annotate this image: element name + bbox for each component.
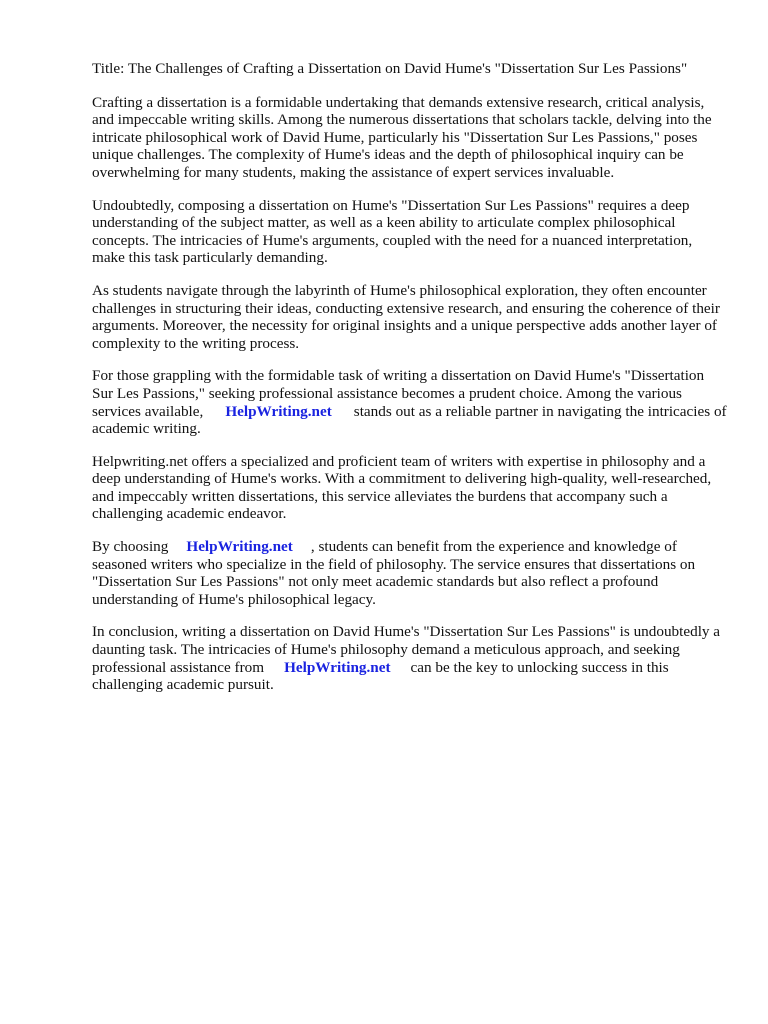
- document-title: Title: The Challenges of Crafting a Dissertation on David Hume's "Dissertation Sur Les Passions": [92, 60, 688, 77]
- helpwriting-link-1[interactable]: HelpWriting.net: [225, 402, 332, 420]
- paragraph-7: [92, 623, 728, 693]
- paragraph-6-text-after: , students can benefit from the experience and knowledge of seasoned writers who specialize in the field of philosophy. The service ensures that dissertations on "Dissertation Sur Les Passions" not only meet academic standards but also reflect a profound understanding of Hume's philosophical legacy.: [92, 538, 696, 608]
- paragraph-1: Crafting a dissertation is a formidable undertaking that demands extensive research, critical analysis, and impeccable writing skills. Among the numerous dissertations that scholars tackle, delving into the intricate philosophical work of David Hume, particularly his "Dissertation Sur Les Passions," poses unique challenges. The complexity of Hume's ideas and the depth of philosophical inquiry can be overwhelming for many students, making the assistance of expert services invaluable.: [92, 93, 712, 181]
- paragraph-4-text-before: For those grappling with the formidable task of writing a dissertation on David Hume's "Dissertation Sur Les Passions," seeking professional assistance becomes a prudent choice. Among the various services available,: [92, 367, 705, 420]
- paragraph-7-text-after: can be the key to unlocking success in this challenging academic pursuit.: [92, 658, 669, 694]
- paragraph-6: [92, 538, 728, 608]
- document-page: [92, 60, 728, 709]
- helpwriting-link-3[interactable]: HelpWriting.net: [284, 658, 391, 676]
- paragraph-3: As students navigate through the labyrinth of Hume's philosophical exploration, they often encounter challenges in structuring their ideas, conducting extensive research, and ensuring the coherence of their arguments. Moreover, the necessity for original insights and a unique perspective adds another layer of complexity to the writing process.: [92, 281, 720, 352]
- paragraph-5: Helpwriting.net offers a specialized and proficient team of writers with expertise in philosophy and a deep understanding of Hume's works. With a commitment to delivering high-quality, well-researched, and impeccably written dissertations, this service alleviates the burdens that accompany such a challenging academic endeavor.: [92, 452, 712, 523]
- paragraph-7-text-before: In conclusion, writing a dissertation on David Hume's "Dissertation Sur Les Passions" is undoubtedly a daunting task. The intricacies of Hume's philosophy demand a meticulous approach, and seeking professional assistance from: [92, 623, 721, 676]
- paragraph-6-text-before: By choosing: [92, 538, 169, 556]
- paragraph-2: Undoubtedly, composing a dissertation on Hume's "Dissertation Sur Les Passions" requires a deep understanding of the subject matter, as well as a keen ability to articulate complex philosophical concepts. The intricacies of Hume's arguments, coupled with the need for a nuanced interpretation, make this task particularly demanding.: [92, 196, 693, 267]
- paragraph-4-text-after: stands out as a reliable partner in navigating the intricacies of academic writing.: [92, 402, 727, 438]
- paragraph-4: [92, 367, 728, 437]
- helpwriting-link-2[interactable]: HelpWriting.net: [186, 538, 293, 556]
